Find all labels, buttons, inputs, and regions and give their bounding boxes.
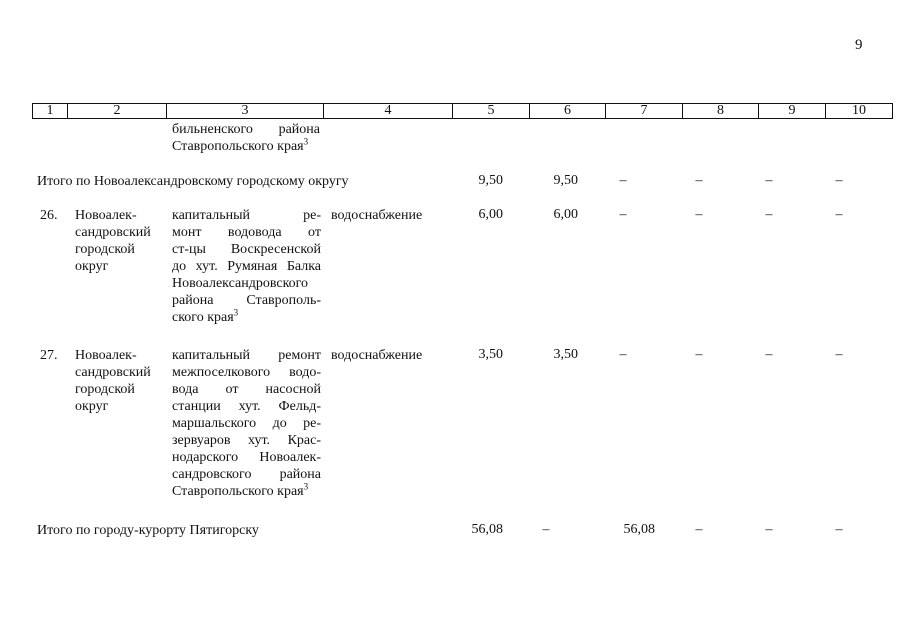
district-line: округ <box>75 399 109 414</box>
district-cell <box>75 347 165 415</box>
col5-cell: 3,50 <box>478 347 503 362</box>
subtotal-col7: – <box>619 173 627 188</box>
continued-desc-line: бильненского района <box>172 122 320 137</box>
subtotal-col6: – <box>542 522 550 537</box>
col8-cell: – <box>695 207 703 222</box>
footnote-marker: 3 <box>303 136 309 147</box>
continued-desc-line: Ставропольского края <box>172 139 304 154</box>
desc-line: ского края <box>172 310 234 325</box>
desc-line: сандровского района <box>172 467 321 482</box>
header-col-9: 9 <box>759 104 826 119</box>
district-line: городской <box>75 242 135 257</box>
header-col-6: 6 <box>530 104 606 119</box>
desc-line: зервуаров хут. Крас- <box>172 433 321 448</box>
header-col-5: 5 <box>453 104 530 119</box>
desc-line: маршальского до ре- <box>172 416 321 431</box>
subtotal-col10: – <box>835 173 843 188</box>
footnote-marker: 3 <box>303 481 309 492</box>
continued-description <box>172 121 320 155</box>
desc-line: станции хут. Фельд- <box>172 399 321 414</box>
column-number-header <box>32 103 893 119</box>
page-number: 9 <box>855 37 863 53</box>
header-col-10: 10 <box>826 104 893 119</box>
col10-cell: – <box>835 207 843 222</box>
type-cell: водоснабжение <box>331 348 423 363</box>
type-cell: водоснабжение <box>331 208 423 223</box>
district-line: городской <box>75 382 135 397</box>
header-col-2: 2 <box>68 104 167 119</box>
district-cell <box>75 207 165 275</box>
header-col-4: 4 <box>324 104 453 119</box>
col9-cell: – <box>765 347 773 362</box>
desc-line: до хут. Румяная Балка <box>172 259 321 274</box>
header-col-3: 3 <box>167 104 324 119</box>
subtotal-col10: – <box>835 522 843 537</box>
desc-line: межпоселкового водо- <box>172 365 321 380</box>
subtotal-col7: 56,08 <box>623 522 655 537</box>
subtotal-col8: – <box>695 522 703 537</box>
desc-line: Ставропольского края <box>172 484 304 499</box>
district-line: Новоалек- <box>75 348 137 363</box>
footnote-marker: 3 <box>233 307 239 318</box>
desc-line: монт водовода от <box>172 225 321 240</box>
district-line: округ <box>75 259 109 274</box>
district-line: Новоалек- <box>75 208 137 223</box>
col7-cell: – <box>619 207 627 222</box>
desc-line: нодарского Новоалек- <box>172 450 321 465</box>
description-cell <box>172 207 321 326</box>
subtotal-col8: – <box>695 173 703 188</box>
row-number: 27. <box>40 348 58 363</box>
subtotal-label: Итого по Новоалександровскому городскому округу <box>37 174 349 189</box>
subtotal-col6: 9,50 <box>553 173 578 188</box>
subtotal-col5: 56,08 <box>471 522 503 537</box>
col8-cell: – <box>695 347 703 362</box>
district-line: сандровский <box>75 365 151 380</box>
subtotal-label: Итого по городу-курорту Пятигорску <box>37 523 259 538</box>
subtotal-col9: – <box>765 522 773 537</box>
district-line: сандровский <box>75 225 151 240</box>
desc-line: ст-цы Воскресенской <box>172 242 321 257</box>
row-number: 26. <box>40 208 58 223</box>
col10-cell: – <box>835 347 843 362</box>
desc-line: капитальный ре- <box>172 208 321 223</box>
col7-cell: – <box>619 347 627 362</box>
subtotal-col9: – <box>765 173 773 188</box>
desc-line: района Ставрополь- <box>172 293 321 308</box>
header-col-8: 8 <box>683 104 759 119</box>
header-col-1: 1 <box>33 104 68 119</box>
desc-line: капитальный ремонт <box>172 348 321 363</box>
desc-line: Новоалександровского <box>172 276 309 291</box>
description-cell <box>172 347 321 500</box>
col5-cell: 6,00 <box>478 207 503 222</box>
subtotal-col5: 9,50 <box>478 173 503 188</box>
desc-line: вода от насосной <box>172 382 321 397</box>
col9-cell: – <box>765 207 773 222</box>
header-col-7: 7 <box>606 104 683 119</box>
col6-cell: 6,00 <box>553 207 578 222</box>
col6-cell: 3,50 <box>553 347 578 362</box>
